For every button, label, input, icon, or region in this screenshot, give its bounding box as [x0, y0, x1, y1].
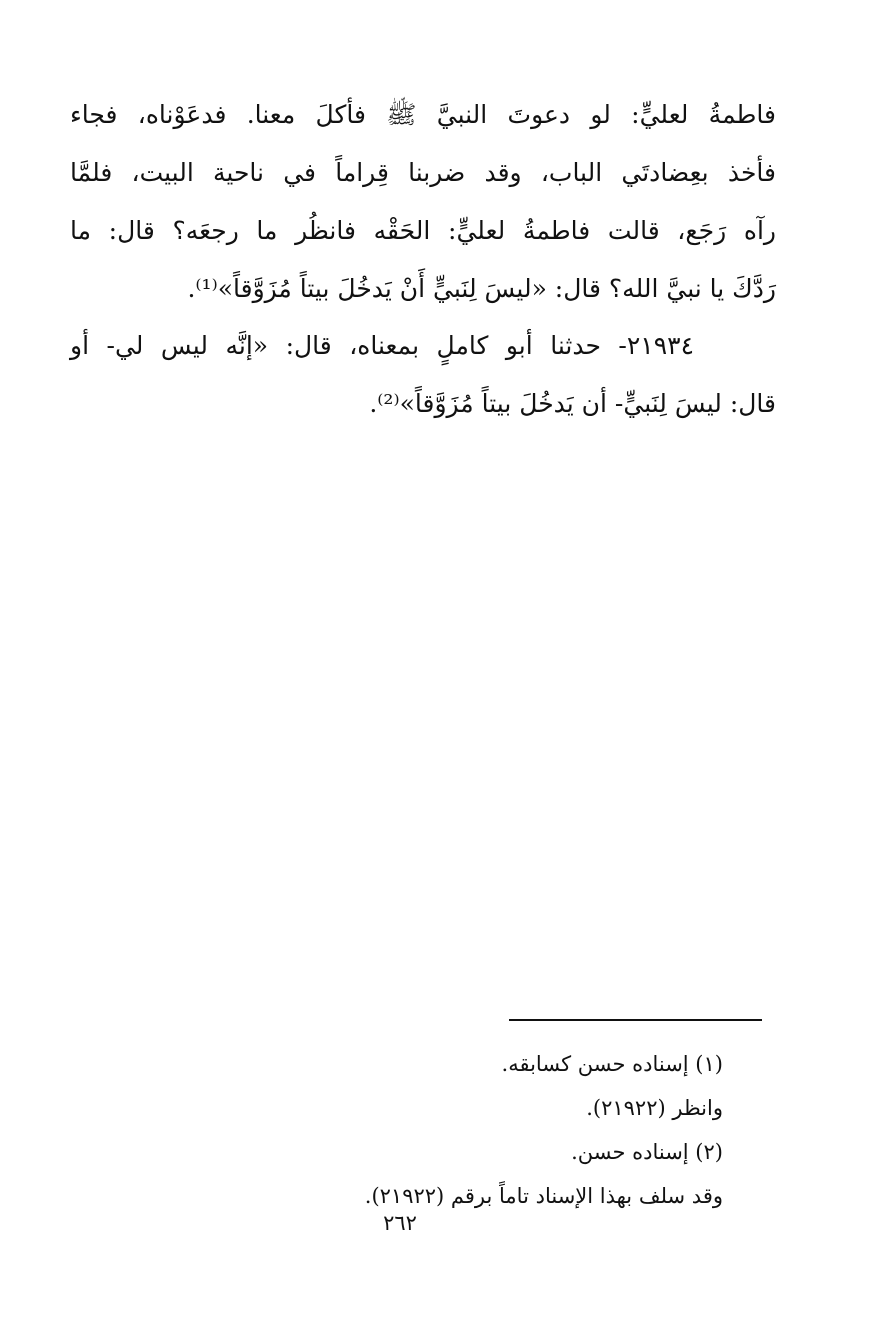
- text-line: قال: ليسَ لِنَبيٍّ- أن يَدخُلَ بيتاً مُزَوَّقاً»⁽²⁾.: [369, 389, 776, 418]
- footnote-line: (٢) إسناده حسن.: [571, 1140, 723, 1164]
- paragraph-hadith-21934: [70, 317, 776, 433]
- footnote-separator: [509, 1019, 762, 1021]
- text-line: فاطمةُ لعليٍّ: لو دعوتَ النبيَّ ﷺ فأكلَ معنا. فدعَوْناه، فجاء: [70, 100, 776, 129]
- page-number: ٢٦٢: [383, 1211, 417, 1235]
- text-line: رَدَّكَ يا نبيَّ الله؟ قال: «ليسَ لِنَبيٍّ أَنْ يَدخُلَ بيتاً مُزَوَّقاً»⁽¹⁾.: [187, 274, 776, 303]
- footnotes: [200, 1042, 723, 1218]
- footnote-line: وقد سلف بهذا الإسناد تاماً برقم (٢١٩٢٢).: [364, 1184, 723, 1208]
- footnote-line: وانظر (٢١٩٢٢).: [586, 1096, 723, 1120]
- text-line: رآه رَجَع، قالت فاطمةُ لعليٍّ: الحَقْه فانظُر ما رجعَه؟ قال: ما: [70, 216, 776, 245]
- text-line: ٢١٩٣٤- حدثنا أبو كاملٍ بمعناه، قال: «إنَّه ليس لي- أو: [70, 331, 694, 360]
- paragraph-narration: [70, 86, 776, 318]
- footnote-line: (١) إسناده حسن كسابقه.: [501, 1052, 723, 1076]
- text-line: فأخذ بعِضادتَي الباب، وقد ضربنا قِراماً في ناحية البيت، فلمَّا: [70, 158, 776, 187]
